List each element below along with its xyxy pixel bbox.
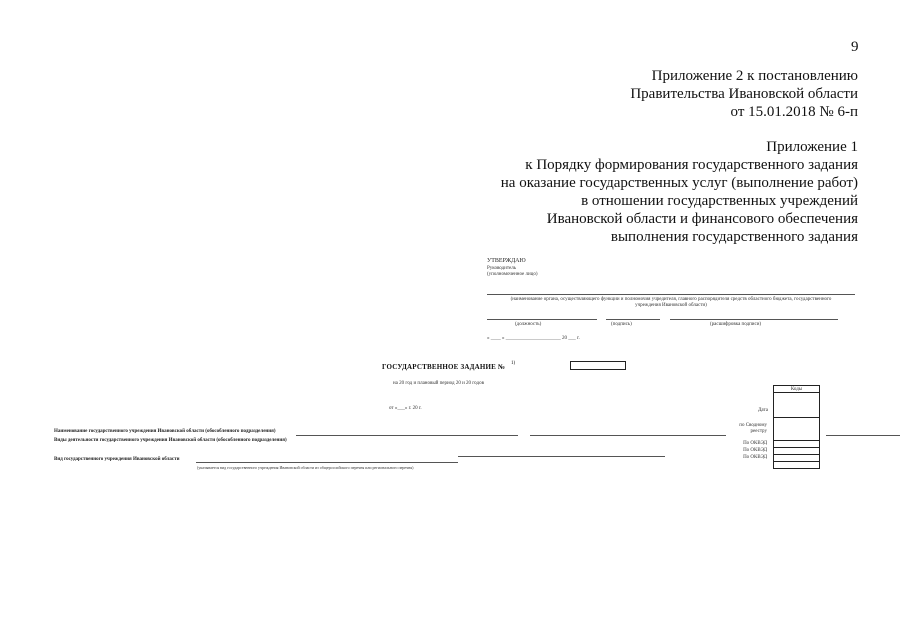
codes-okved-cell-3[interactable]: [773, 461, 820, 469]
codes-blank-cell: [773, 392, 820, 418]
appendix1-line-2: к Порядку формирования государственного задания: [525, 157, 858, 173]
org-caption-1: (наименование органа, осуществляющего функции и полномочия учредителя, главного распорядителя средств областного бюджета, государственного: [510, 297, 832, 302]
assignment-period: на 20 год и плановый период 20 и 20 годов: [393, 381, 484, 386]
assignment-date: от «___» г. 20 г.: [389, 406, 422, 411]
signature-line: [606, 319, 660, 320]
appendix1-line-4: в отношении государственных учреждений: [581, 193, 858, 209]
decode-caption: (расшифровка подписи): [710, 322, 762, 327]
codes-header: Коды: [790, 387, 803, 392]
institution-type-label: Вид государственного учреждения Ивановской области: [54, 457, 180, 462]
position-caption: (должность): [515, 322, 542, 327]
codes-registry-label-1: по Сводному: [739, 423, 767, 428]
appendix1-line-5: Ивановской области и финансового обеспечения: [546, 211, 858, 227]
authorized-label: (уполномоченное лицо): [487, 272, 538, 277]
appendix2-line-2: Правительства Ивановской области: [630, 86, 858, 102]
assignment-number-box[interactable]: [570, 361, 626, 370]
appendix1-line-1: Приложение 1: [766, 139, 858, 155]
codes-okved-label-3: По ОКВЭД: [743, 455, 767, 460]
position-line: [487, 319, 597, 320]
org-name-line: [487, 294, 855, 295]
activity-types-label: Виды деятельности государственного учреждения Ивановской области (обособленного подразделения): [54, 438, 287, 443]
approve-label: УТВЕРЖДАЮ: [487, 258, 526, 264]
decode-line: [670, 319, 838, 320]
activity-types-line[interactable]: [458, 456, 665, 457]
appendix2-line-3: от 15.01.2018 № 6-п: [730, 104, 858, 120]
signature-caption: (подпись): [611, 322, 632, 327]
institution-name-line[interactable]: [296, 435, 518, 436]
org-caption-2: учреждения Ивановской области): [635, 303, 707, 308]
assignment-footnote: 1): [511, 361, 516, 366]
assignment-title: ГОСУДАРСТВЕННОЕ ЗАДАНИЕ №: [382, 363, 506, 371]
codes-date-cell[interactable]: [773, 417, 820, 441]
institution-name-label: Наименование государственного учреждения Ивановской области (обособленного подразделения): [54, 429, 276, 434]
approval-date-line: « ____ » ______________________ 20 ___ г.: [487, 336, 580, 341]
institution-type-caption: (указывается вид государственного учреждения Ивановской области из общероссийского перечня или регионального перечня): [197, 465, 414, 470]
codes-date-label: Дата: [758, 408, 768, 413]
institution-type-line[interactable]: [196, 462, 458, 463]
page-number: 9: [851, 39, 859, 55]
codes-okved-label-1: По ОКВЭД: [743, 441, 767, 446]
head-label: Руководитель: [487, 266, 517, 271]
appendix1-line-3: на оказание государственных услуг (выполнение работ): [500, 175, 858, 191]
codes-registry-label-2: реестру: [750, 429, 767, 434]
appendix2-line-1: Приложение 2 к постановлению: [651, 68, 858, 84]
registry-extra-line[interactable]: [826, 435, 900, 436]
codes-okved-label-2: По ОКВЭД: [743, 448, 767, 453]
institution-name-line-2[interactable]: [530, 435, 726, 436]
appendix1-line-6: выполнения государственного задания: [610, 229, 858, 245]
